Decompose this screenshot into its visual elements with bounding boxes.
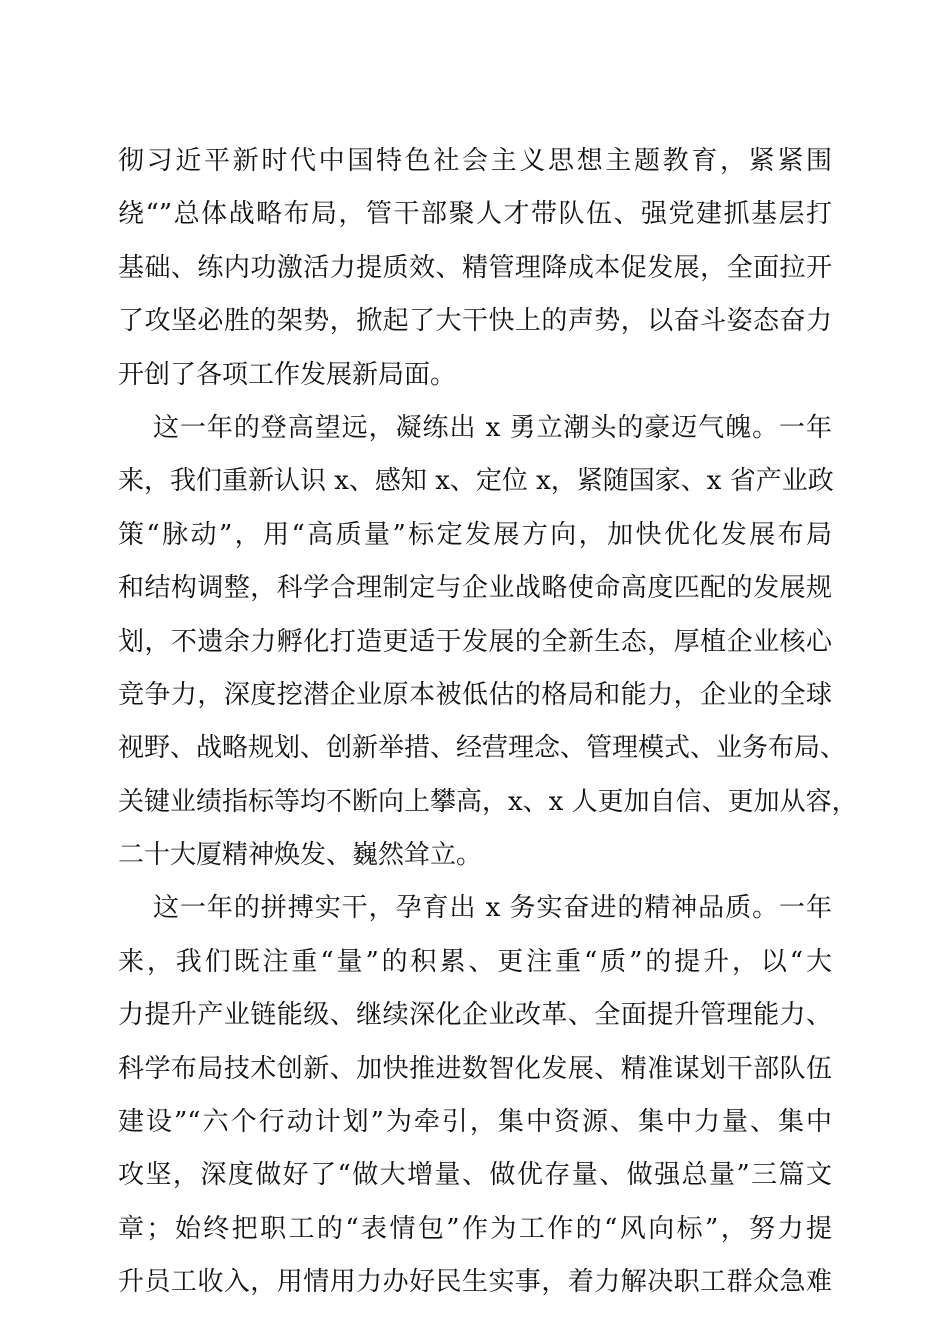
text-line: 这一年的登高望远，凝练出 x 勇立潮头的豪迈气魄。一年 [153, 412, 832, 443]
text-line: 开创了各项工作发展新局面。 [118, 359, 457, 390]
paragraph-2 [118, 402, 858, 883]
text-line: 视野、战略规划、创新举措、经营理念、管理模式、业务布局、 [118, 733, 847, 764]
text-line: 章；始终把职工的“表情包”作为工作的“风向标”，努力提 [118, 1213, 832, 1244]
text-line: 升员工收入，用情用力办好民生实事，着力解决职工群众急难 [118, 1267, 832, 1298]
paragraph-1 [118, 135, 832, 402]
text-line: 攻坚，深度做好了“做大增量、做优存量、做强总量”三篇文 [118, 1160, 832, 1191]
document-page [118, 135, 858, 1310]
text-line: 绕“”总体战略布局，管干部聚人才带队伍、强党建抓基层打 [118, 199, 832, 230]
text-line: 建设”“六个行动计划”为牵引，集中资源、集中力量、集中 [118, 1107, 832, 1138]
text-line: 二十大厦精神焕发、巍然耸立。 [118, 840, 483, 871]
text-line: 彻习近平新时代中国特色社会主义思想主题教育，紧紧围 [118, 146, 832, 176]
text-line: 划，不遗余力孵化打造更适于发展的全新生态，厚植企业核心 [118, 626, 832, 657]
text-line: 和结构调整，科学合理制定与企业战略使命高度匹配的发展规 [118, 573, 832, 604]
text-line: 关键业绩指标等均不断向上攀高，x、x 人更加自信、更加从容， [118, 786, 858, 817]
paragraph-3 [118, 882, 832, 1309]
text-line: 这一年的拼搏实干，孕育出 x 务实奋进的精神品质。一年 [153, 893, 832, 924]
text-line: 策“脉动”，用“高质量”标定发展方向，加快优化发展布局 [118, 519, 832, 550]
text-line: 力提升产业链能级、继续深化企业改革、全面提升管理能力、 [118, 1000, 832, 1031]
text-line: 基础、练内功激活力提质效、精管理降成本促发展，全面拉开 [118, 252, 832, 283]
text-line: 竞争力，深度挖潜企业原本被低估的格局和能力，企业的全球 [118, 679, 832, 710]
text-line: 了攻坚必胜的架势，掀起了大干快上的声势，以奋斗姿态奋力 [118, 306, 832, 337]
text-line: 科学布局技术创新、加快推进数智化发展、精准谋划干部队伍 [118, 1053, 832, 1084]
text-line: 来，我们既注重“量”的积累、更注重“质”的提升，以“大 [118, 946, 832, 977]
text-line: 来，我们重新认识 x、感知 x、定位 x，紧随国家、x 省产业政 [118, 466, 834, 497]
